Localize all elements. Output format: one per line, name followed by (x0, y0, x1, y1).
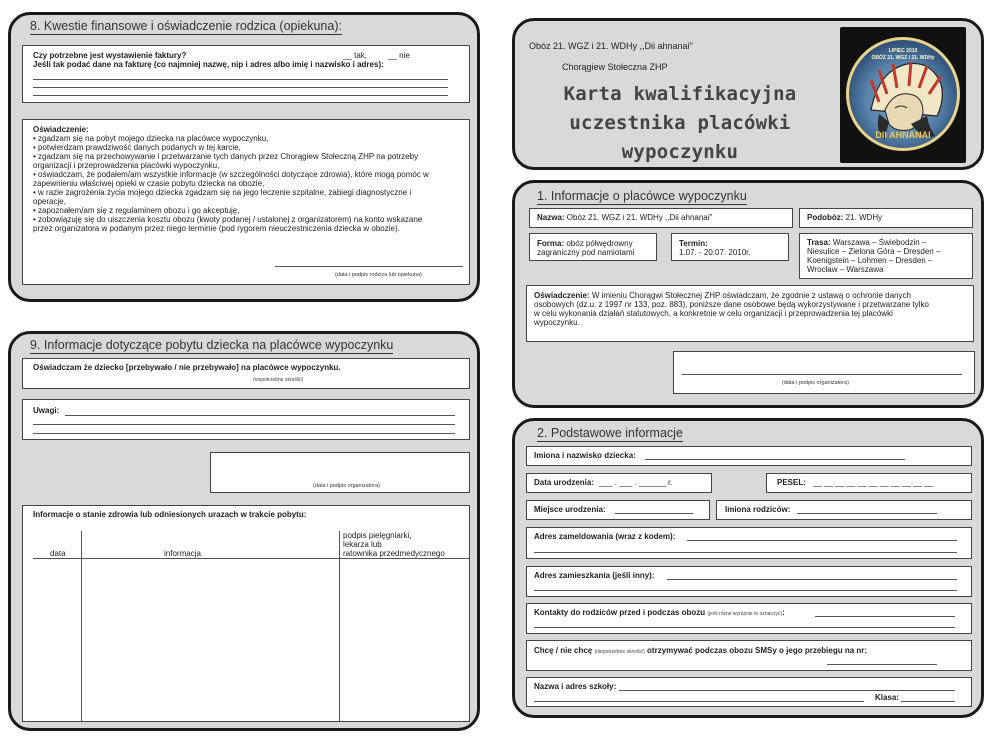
declaration-line: organizacji i przeprowadzenia placówki wypoczynku, (33, 161, 220, 170)
organizer-signature-box (673, 351, 975, 394)
data-protection-text: W imieniu Chorągwi Stołecznej ZHP oświadczam, że zgodnie z ustawą o ochronie danych (591, 291, 911, 300)
parent-declaration-box (22, 119, 470, 285)
health-col-signature: lekarza lub (343, 540, 382, 549)
remarks-line-3[interactable] (33, 433, 455, 434)
declaration-heading: Oświadczenie: (33, 125, 89, 134)
subcamp-field (807, 213, 882, 223)
health-col-info: informacja (164, 549, 201, 558)
parents-contacts-field: Kontakty do rodziców przed i podczas obozu (jeśli różne wyraźnie to oznaczyć): (534, 608, 785, 617)
logo-emblem (846, 37, 960, 151)
logo-text-top: LIPIEC 2010 (888, 48, 918, 54)
parent-signature-line[interactable] (275, 266, 463, 267)
birth-date-label: Data urodzenia: (534, 478, 595, 487)
declaration-line: • zgadzam się na pobyt mojego dziecka na placówce wypoczynku, (33, 134, 269, 143)
organizer-signature-box (210, 452, 470, 493)
registered-address-input-2[interactable] (534, 552, 957, 553)
logo-text-bottom: DII AHNANAI (875, 130, 931, 140)
class-label: Klasa: (875, 693, 900, 702)
invoice-line-1[interactable] (33, 79, 448, 80)
invoice-question: Czy potrzebne jest wystawienie faktury? (33, 51, 187, 60)
invoice-line-3[interactable] (33, 95, 448, 96)
route-label: Trasa: (807, 238, 831, 247)
route-value[interactable]: Warszawa – Świebodzin – (832, 238, 927, 247)
declaration-line: • zapoznałem/am się z regulaminem obozu i go akceptuję, (33, 206, 240, 215)
route-line[interactable]: Wrocław – Warszawa (807, 265, 884, 274)
sms-consent-label: otrzymywać podczas obozu SMSy o jego przebiegu na nr: (647, 646, 868, 655)
route-line[interactable]: Koenigstein – Lohmen – Dresden – (807, 256, 933, 265)
remarks-box (22, 399, 470, 440)
declaration-line: • w razie zagrożenia życia mojego dziecka zgadzam się na jego leczenie szpitalne, zabiegi diagnostyczne i (33, 188, 412, 197)
class-input[interactable] (901, 701, 955, 702)
health-info-box (22, 505, 470, 722)
invoice-hint: Jeśli tak podać dane na fakturę (co najmniej nazwę, nip i adres albo imię i nazwisko i adres): (33, 60, 384, 69)
health-col-signature: ratownika przedmedycznego (343, 549, 445, 558)
subcamp-box (799, 208, 973, 228)
sms-consent-field[interactable] (534, 646, 867, 657)
sms-choice-note: (niepotrzebne skreślić) (594, 649, 645, 655)
health-table-divider-left (81, 531, 82, 721)
parents-names-label: Imiona rodziców: (725, 505, 791, 514)
declaration-line: • zgadzam się na przechowywanie i przetwarzanie tych danych przez Chorągiew Stołeczną ZHP na potrzeby (33, 152, 419, 161)
birth-place-box (526, 500, 710, 520)
logo-text-top: OBÓZ 21. WGZ i 21. WDHy (871, 55, 935, 61)
document-title (562, 80, 798, 167)
declaration-line: • potwierdzam prawdziwość danych podanych w tej karcie, (33, 143, 241, 152)
pesel-label: PESEL: (777, 478, 806, 487)
route-line[interactable]: Niesulice – Zielona Góra – Dresden – (807, 247, 941, 256)
health-col-signature: podpis pielęgniarki, (343, 531, 412, 540)
section-8-title: 8. Kwestie finansowe i oświadczenie rodzica (opiekuna): (30, 19, 342, 33)
section-1-card (512, 180, 984, 408)
parents-contacts-input-2[interactable] (534, 627, 955, 628)
remarks-line-1[interactable] (65, 415, 455, 416)
title-line: uczestnika placówki (569, 112, 791, 134)
parents-names-input[interactable] (797, 513, 937, 514)
data-protection-line: w celu wykonania działań statutowych, a konkretnie w celu organizacji i przeprowadzenia tej placówki (534, 309, 893, 318)
invoice-no-option[interactable]: __ nie (388, 51, 410, 60)
parent-signature-caption: (data i podpis rodzica lub opiekuna) (335, 272, 422, 278)
camp-logo (840, 27, 966, 163)
section-1-title: 1. Informacje o placówce wypoczynku (537, 189, 747, 203)
camp-name-value[interactable]: Obóz 21. WGZ i 21. WDHy ,,Dii ahnanai" (566, 213, 713, 222)
declaration-line: • oświadczam, że podałem/am wszystkie informacje (w szczególności dotyczące zdrowia), które mogą pomóc w (33, 170, 429, 179)
stay-declaration[interactable]: Oświadczam że dziecko [przebywało / nie przebywało] na placówce wypoczynku. (33, 363, 341, 372)
child-name-input[interactable] (645, 459, 905, 460)
term-box (671, 233, 789, 261)
camp-name-label: Nazwa: (537, 213, 565, 222)
section-9-card (8, 331, 480, 731)
remarks-label: Uwagi: (33, 406, 60, 415)
health-col-date: data (50, 549, 66, 558)
section-2-title: 2. Podstawowe informacje (537, 426, 683, 440)
residence-address-input[interactable] (667, 579, 957, 580)
parents-names-box (716, 500, 972, 520)
child-name-box (526, 446, 972, 466)
invoice-yes-option[interactable]: __ tak, (343, 51, 368, 60)
school-input[interactable] (619, 690, 955, 691)
residence-address-input-2[interactable] (534, 590, 957, 591)
title-line: wypoczynku (621, 141, 739, 163)
camp-name: Obóz 21. WGZ i 21. WDHy ,,Dii ahnanai" (529, 41, 693, 51)
route-box (799, 233, 973, 279)
section-8-card (8, 12, 480, 302)
health-info-heading: Informacje o stanie zdrowia lub odniesionych urazach w trakcie pobytu: (33, 510, 307, 519)
school-label: Nazwa i adres szkoły: (534, 682, 617, 691)
data-protection-line: wypoczynku. (534, 318, 580, 327)
invoice-box (22, 45, 470, 103)
section-2-card (512, 418, 984, 718)
school-input-2[interactable] (534, 701, 864, 702)
organizer-signature-caption: (data i podpis organizatora) (782, 380, 849, 386)
residence-address-box (526, 566, 972, 597)
school-box (526, 677, 972, 707)
form-value[interactable]: obóz półwędrowny (566, 239, 633, 248)
sms-consent-box (526, 640, 972, 671)
declaration-line: zapewnieniu właściwej opieki w czasie pobytu dziecka na obozie, (33, 179, 265, 188)
parents-contacts-box (526, 603, 972, 634)
birth-date-input[interactable]: ___ . ___ . ______ r. (599, 478, 673, 487)
birth-place-label: Miejsce urodzenia: (534, 505, 606, 514)
stay-declaration-box (22, 358, 470, 389)
parents-contacts-note: (jeśli różne wyraźnie to oznaczyć) (707, 611, 783, 617)
birth-place-input[interactable] (615, 513, 693, 514)
pesel-input[interactable]: __ __ __ __ __ __ __ __ __ __ __ (813, 478, 934, 487)
section-9-title: 9. Informacje dotyczące pobytu dziecka na placówce wypoczynku (30, 338, 394, 352)
term-label: Termin: (679, 239, 708, 248)
subcamp-value[interactable]: 21. WDHy (845, 213, 883, 222)
remarks-line-2[interactable] (33, 424, 455, 425)
term-value[interactable]: 1.07. - 20.07. 2010r. (679, 248, 751, 257)
invoice-line-2[interactable] (33, 87, 448, 88)
health-table-divider-right (339, 531, 340, 721)
declaration-line: przez organizatora w podanym przez niego terminie (pod rygorem nieuczestniczenia dziecka w obozie). (33, 224, 400, 233)
sms-phone-input[interactable] (827, 664, 937, 665)
organizer-signature-line[interactable] (682, 374, 962, 375)
data-protection-heading: Oświadczenie: (534, 291, 590, 300)
camp-name-field (537, 213, 712, 223)
pesel-box (766, 473, 972, 493)
subcamp-label: Podobóz: (807, 213, 844, 222)
declaration-line: • zobowiązuję się do uiszczenia kosztu obozu (kwoty podanej / ustalonej z organizatorem) na konto wskazane (33, 215, 423, 224)
registered-address-label: Adres zameldowania (wraz z kodem): (534, 532, 676, 541)
data-protection-line: osobowych (dz.u. z 1997 nr 133, poz. 883), poniższe dane osobowe będą wykorzystywane i przetwarzane tylko (534, 300, 929, 309)
title-line: Karta kwalifikacyjna (563, 83, 797, 105)
parents-contacts-input[interactable] (815, 616, 955, 617)
data-protection-box (526, 285, 974, 342)
registered-address-box (526, 527, 972, 559)
stay-declaration-note: (niepotrzebne skreślić) (253, 377, 304, 383)
birth-date-box (526, 473, 712, 493)
form-value-line-2[interactable]: zagraniczny pod namiotami (537, 248, 635, 257)
organizer-signature-caption: (data i podpis organizatora) (313, 483, 380, 489)
camp-name-box (529, 208, 793, 228)
form-label: Forma: (537, 239, 565, 248)
sms-choice[interactable]: Chcę / nie chcę (534, 646, 593, 655)
banner-name: Chorągiew Stołeczna ZHP (562, 62, 668, 72)
parents-contacts-label: Kontakty do rodziców przed i podczas obozu (534, 608, 706, 617)
form-box (529, 233, 657, 261)
registered-address-input[interactable] (687, 540, 957, 541)
child-name-label: Imiona i nazwisko dziecka: (534, 451, 636, 460)
declaration-line: operacje, (33, 197, 66, 206)
residence-address-label: Adres zamieszkania (jeśli inny): (534, 571, 655, 580)
